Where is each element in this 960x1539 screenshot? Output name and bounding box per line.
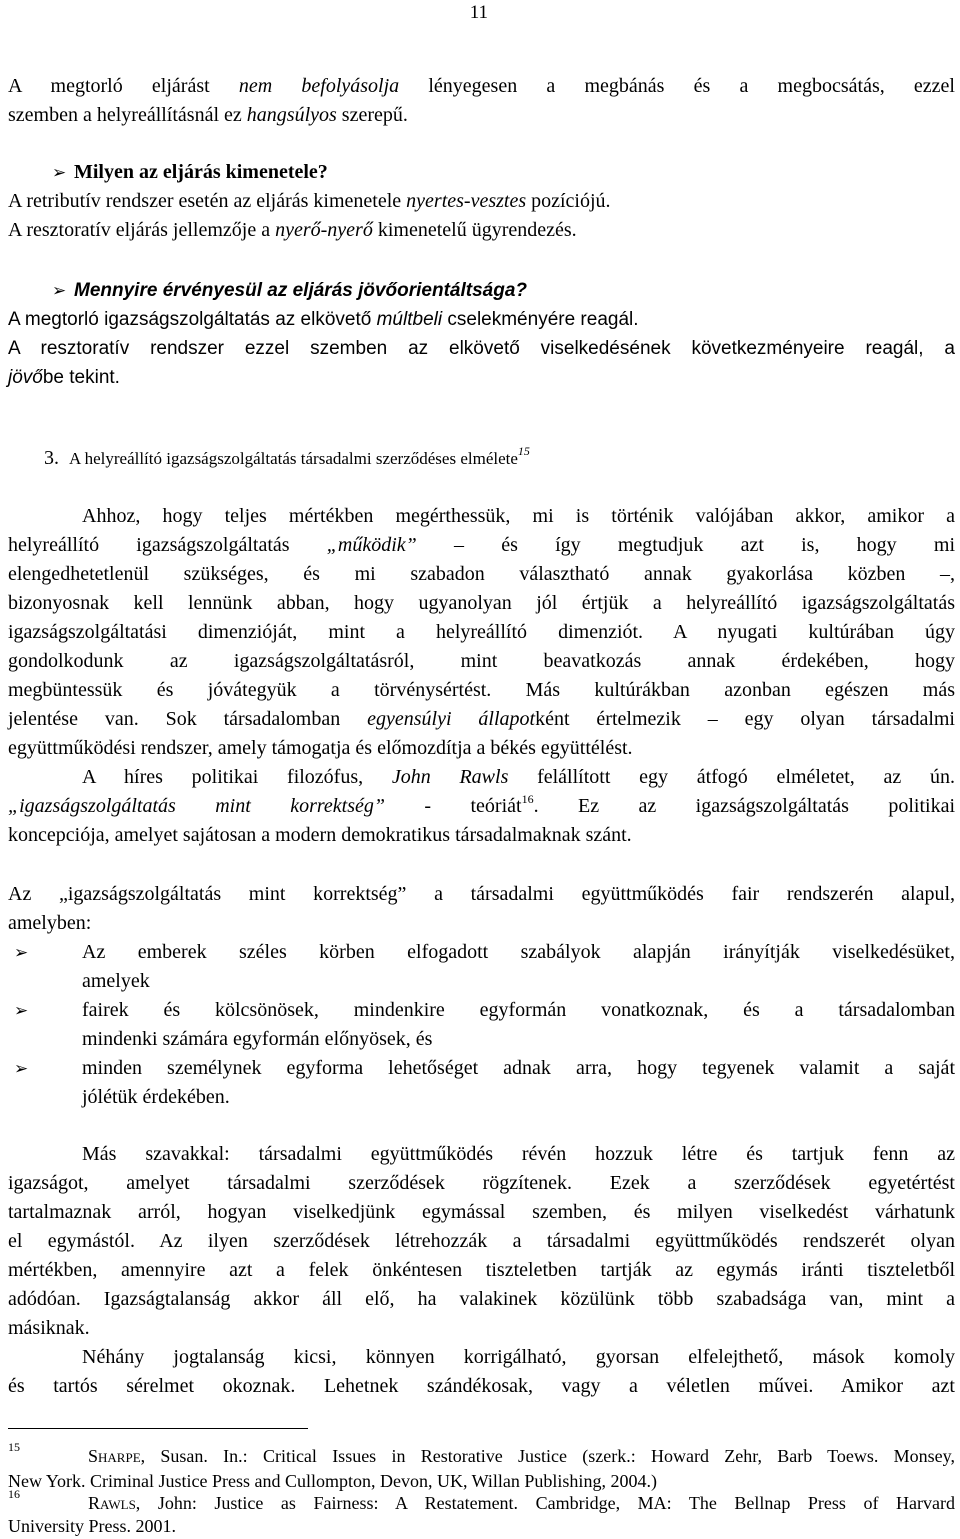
- text: jelentése van. Sok társadalomban: [8, 708, 368, 730]
- paragraph-line: Más szavakkal: társadalmi együttműködés révén hozzuk létre és tartjuk fenn az: [82, 1143, 955, 1165]
- question-heading: [52, 276, 932, 306]
- text: cselekményére reagál.: [442, 309, 639, 330]
- emphasis-text: hangsúlyos: [246, 104, 337, 126]
- text: A resztoratív eljárás jellemzője a: [8, 219, 276, 241]
- text: be tekint.: [42, 367, 120, 388]
- paragraph-line: együttműködési rendszer, amely támogatja és előmozdítja a békés együttélést.: [8, 737, 633, 759]
- list-item-line: fairek és kölcsönösek, mindenkire egyformán vonatkoznak, és a társadalomban: [82, 999, 955, 1021]
- text: A megtorló eljárást: [8, 75, 239, 97]
- text: – és így megtudjuk azt is, hogy mi: [416, 534, 955, 556]
- emphasis-text: múltbeli: [376, 309, 443, 330]
- paragraph-line: [8, 531, 955, 560]
- text: , Susan. In.: Critical Issues in Restorative Justice (szerk.: Howard Zehr, Barb Toews. Monsey,: [140, 1446, 955, 1466]
- text: szemben a helyreállításnál ez: [8, 104, 247, 126]
- footnote-reference: 15: [517, 444, 530, 458]
- list-item-line: mindenki számára egyformán előnyösek, és: [82, 1028, 433, 1050]
- footnote-author: Sharpe: [88, 1446, 141, 1466]
- paragraph-line: bizonyosnak kell lennünk abban, hogy ugyanolyan jól értjük a helyreállító igazságszolgáltatás: [8, 592, 955, 614]
- arrow-bullet-icon: ➢: [14, 1001, 29, 1021]
- heading-text: Milyen az eljárás kimenetele?: [74, 161, 328, 183]
- footnote-number: 15: [8, 1440, 20, 1454]
- paragraph-line: [8, 792, 955, 821]
- footnote-number: 16: [8, 1487, 20, 1501]
- text: A retributív rendszer esetén az eljárás kimenetele: [8, 190, 407, 212]
- text: , John: Justice as Fairness: A Restatement. Cambridge, MA: The Bellnap Press of Harvard: [135, 1493, 955, 1513]
- text: helyreállító igazságszolgáltatás: [8, 534, 327, 556]
- paragraph-line: másiknak.: [8, 1317, 90, 1339]
- paragraph-line: A resztoratív rendszer ezzel szemben az elkövető viselkedésének következményeire reagál, a: [8, 338, 955, 359]
- paragraph-line: igazságot, amelyet társadalmi szerződések rögzítenek. Ezek a szerződések egyetértést: [8, 1172, 955, 1194]
- list-item-line: minden személynek egyforma lehetőséget adnak arra, hogy tegyenek valamit a saját: [82, 1057, 955, 1079]
- footnote-line: University Press. 2001.: [8, 1516, 176, 1536]
- text: A híres politikai filozófus,: [82, 766, 392, 788]
- paragraph-line: [8, 363, 955, 392]
- paragraph-line: [8, 72, 955, 101]
- paragraph-line: koncepciója, amelyet sajátosan a modern demokratikus társadalmaknak szánt.: [8, 824, 632, 846]
- arrow-bullet-icon: ➢: [14, 1059, 29, 1079]
- footnote-line: [88, 1491, 955, 1516]
- page-number: 11: [469, 2, 488, 23]
- paragraph-line: Néhány jogtalanság kicsi, könnyen korrigálható, gyorsan elfelejthető, mások komoly: [82, 1346, 955, 1368]
- section-title: A helyreállító igazságszolgáltatás társadalmi szerződéses elmélete: [69, 449, 518, 468]
- text: szerepű.: [336, 104, 408, 126]
- text: - teóriát: [424, 795, 522, 817]
- paragraph-line: mértékben, amennyire azt a felek önkéntesen tiszteletben tartják az egymás iránti tiszteletből: [8, 1259, 955, 1281]
- arrow-bullet-icon: ➢: [52, 163, 67, 183]
- paragraph-line: [8, 187, 955, 216]
- text: kimenetelű ügyrendezés.: [372, 219, 577, 241]
- footnote-reference: 16: [521, 792, 534, 806]
- paragraph-line: el egymástól. Az ilyen szerződések létrehozzák a társadalmi együttműködés rendszerét olyan: [8, 1230, 955, 1252]
- emphasis-text: John Rawls: [391, 766, 509, 788]
- heading-text: Mennyire érvényesül az eljárás jövőorientáltsága?: [74, 280, 528, 301]
- emphasis-text: jövő: [8, 367, 43, 388]
- section-heading: [44, 444, 924, 473]
- paragraph-line: [8, 101, 955, 130]
- emphasis-text: nem befolyásolja: [238, 75, 400, 97]
- paragraph-line: [8, 216, 955, 245]
- emphasis-text: „működik”: [326, 534, 417, 556]
- footnote-line: [88, 1444, 955, 1469]
- paragraph-line: és tartós sérelmet okoznak. Lehetnek szándékosak, vagy a véletlen művei. Amikor azt: [8, 1375, 955, 1397]
- paragraph-line: Az „igazságszolgáltatás mint korrektség” a társadalmi együttműködés fair rendszerén alapul,: [8, 883, 955, 905]
- list-item-line: amelyek: [82, 970, 150, 992]
- paragraph-line: amelyben:: [8, 912, 92, 934]
- text: ként értelmezik – egy olyan társadalmi: [535, 708, 955, 730]
- arrow-bullet-icon: ➢: [14, 943, 29, 963]
- paragraph-line: igazságszolgáltatási dimenzióját, mint a helyreállító dimenziót. A nyugati kultúrában úgy: [8, 621, 955, 643]
- emphasis-text: nyertes-vesztes: [406, 190, 527, 212]
- paragraph-line: tartalmaznak arról, hogyan viselkedjünk egymással szemben, és milyen viselkedést várhatunk: [8, 1201, 955, 1223]
- paragraph-line: gondolkodunk az igazságszolgáltatásról, mint beavatkozás annak érdekében, hogy: [8, 650, 955, 672]
- paragraph-line: megbüntessük és jóvátegyük a törvénysértést. Más kultúrákban azonban egészen más: [8, 679, 955, 701]
- emphasis-text: nyerő-nyerő: [275, 219, 373, 241]
- text: . Ez az igazságszolgáltatás politikai: [533, 795, 955, 817]
- section-number: 3.: [44, 447, 59, 469]
- text: pozíciójú.: [526, 190, 611, 212]
- question-heading: [52, 158, 932, 188]
- emphasis-text: egyensúlyi állapot: [367, 708, 536, 730]
- emphasis-text: „igazságszolgáltatás mint korrektség”: [8, 795, 385, 817]
- paragraph-line: [8, 705, 955, 734]
- footnote-author: Rawls: [88, 1493, 136, 1513]
- text: lényegesen a megbánás és a megbocsátás, ezzel: [399, 75, 955, 97]
- footnote-line: New York. Criminal Justice Press and Cullompton, Devon, UK, Willan Publishing, 2004.): [8, 1471, 657, 1491]
- paragraph-line: Ahhoz, hogy teljes mértékben megérthessük, mi is történik valójában akkor, amikor a: [82, 505, 955, 527]
- list-item-line: Az emberek széles körben elfogadott szabályok alapján irányítják viselkedésüket,: [82, 941, 955, 963]
- list-item-line: jólétük érdekében.: [82, 1086, 230, 1108]
- footnote-separator: [8, 1428, 308, 1429]
- arrow-bullet-icon: ➢: [52, 281, 67, 301]
- paragraph-line: elengedhetetlenül szükséges, és mi szabadon választható annak gyakorlása közben –,: [8, 563, 955, 585]
- text: A megtorló igazságszolgáltatás az elkövető: [8, 309, 377, 330]
- paragraph-line: [8, 305, 955, 334]
- text: felállított egy átfogó elméletet, az ún.: [508, 766, 955, 788]
- paragraph-line: [82, 763, 955, 792]
- paragraph-line: adódóan. Igazságtalanság akkor áll elő, ha valakinek közülünk több szabadsága van, mint a: [8, 1288, 955, 1310]
